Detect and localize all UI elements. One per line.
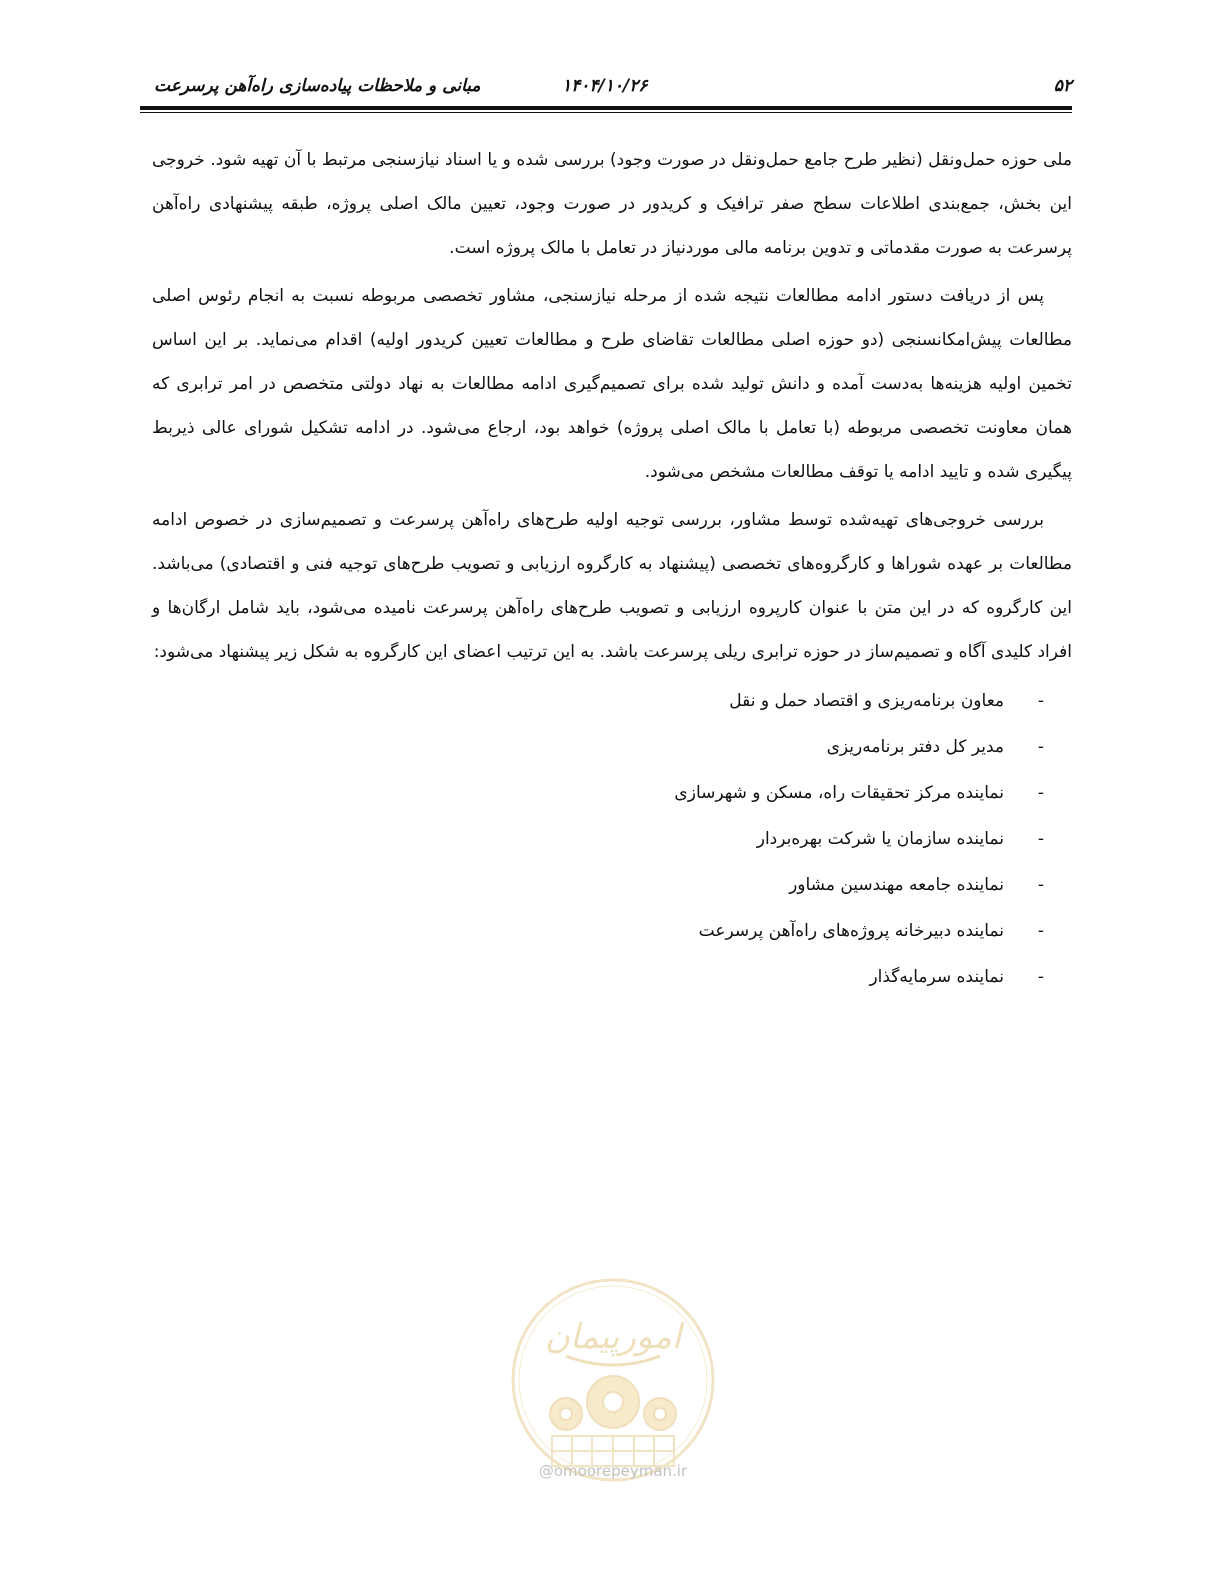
list-item bbox=[152, 678, 1044, 724]
running-title: مبانی و ملاحظات پیاده‌سازی راه‌آهن پرسرعت bbox=[154, 76, 481, 96]
paragraph: بررسی خروجی‌های تهیه‌شده توسط مشاور، بررسی توجیه اولیه طرح‌های راه‌آهن پرسرعت و تصمیم‌سازی در خصوص ادامه مطالعات بر عهده شوراها و کارگروه‌های تخصصی (پیشنهاد به کارگروه ارزیابی و تصویب طرح‌های توجیه فنی و اقتصادی) می‌باشد. این کارگروه که در این متن با عنوان کارپروه ارزیابی و تصویب طرح‌های راه‌آهن پرسرعت نامیده می‌شود، باید شامل ارگان‌ها و افراد کلیدی آگاه و تصمیم‌ساز در حوزه ترابری ریلی پرسرعت باشد. به این ترتیب اعضای این کارگروه به شکل زیر پیشنهاد می‌شود: bbox=[152, 510, 1072, 662]
list-marker: - bbox=[1037, 829, 1044, 849]
list-item bbox=[152, 954, 1044, 1000]
list-marker: - bbox=[1037, 737, 1044, 757]
list-marker: - bbox=[1037, 967, 1044, 987]
list-item bbox=[152, 724, 1044, 770]
paragraph: ملی حوزه حمل‌ونقل (نظیر طرح جامع حمل‌ونقل در صورت وجود) بررسی شده و یا اسناد نیازسنجی مرتبط با آن تهیه شود. خروجی این بخش، جمع‌بندی اطلاعات سطح صفر ترافیک و کریدور در صورت وجود، تعیین مالک اصلی پروژه، طبقه پیشنهادی راه‌آهن پرسرعت به صورت مقدماتی و تدوین برنامه مالی موردنیاز در تعامل با مالک پروژه است. bbox=[152, 150, 1072, 258]
list-item bbox=[152, 862, 1044, 908]
list-item-text: نماینده سرمایه‌گذار bbox=[869, 967, 1004, 987]
list-item bbox=[152, 816, 1044, 862]
header-rule-thin bbox=[140, 112, 1072, 113]
list-item-text: نماینده مرکز تحقیقات راه، مسکن و شهرسازی bbox=[674, 783, 1004, 803]
list-item bbox=[152, 908, 1044, 954]
list-item-text: نماینده جامعه مهندسین مشاور bbox=[789, 875, 1004, 895]
list-item-text: معاون برنامه‌ریزی و اقتصاد حمل و نقل bbox=[729, 691, 1004, 711]
member-list bbox=[152, 678, 1072, 1000]
list-item-text: نماینده دبیرخانه پروژه‌های راه‌آهن پرسرعت bbox=[698, 921, 1004, 941]
paragraph: پس از دریافت دستور ادامه مطالعات نتیجه شده از مرحله نیازسنجی، مشاور تخصصی مربوطه نسبت به انجام رئوس اصلی مطالعات پیش‌امکانسنجی (دو حوزه اصلی مطالعات تقاضای طرح و مطالعات تعیین کریدور اولیه) اقدام می‌نماید. بر این اساس تخمین اولیه هزینه‌ها به‌دست آمده و دانش تولید شده برای تصمیم‌گیری ادامه مطالعات به نهاد دولتی متخصص در امر ترابری که همان معاونت تخصصی مربوطه (با تعامل با مالک اصلی پروژه) خواهد بود، ارجاع می‌شود. در ادامه تشکیل شورای عالی ذیربط پیگیری شده و تایید ادامه یا توقف مطالعات مشخص می‌شود. bbox=[152, 286, 1072, 482]
list-item-text: مدیر کل دفتر برنامه‌ریزی bbox=[826, 737, 1004, 757]
watermark-logo-text: امورپیمان bbox=[544, 1317, 682, 1357]
list-item bbox=[152, 770, 1044, 816]
page-header bbox=[140, 72, 1072, 104]
watermark-url: @omoorepeyman.ir bbox=[538, 1462, 688, 1480]
list-marker: - bbox=[1037, 783, 1044, 803]
body-text bbox=[152, 138, 1072, 1000]
list-item-text: نماینده سازمان یا شرکت بهره‌بردار bbox=[756, 829, 1004, 849]
list-marker: - bbox=[1037, 921, 1044, 941]
header-date: ۱۴۰۴/۱۰/۲۶ bbox=[562, 76, 648, 96]
list-marker: - bbox=[1037, 691, 1044, 711]
header-rule-thick bbox=[140, 106, 1072, 110]
list-marker: - bbox=[1037, 875, 1044, 895]
page-number: ۵۲ bbox=[1053, 76, 1072, 96]
